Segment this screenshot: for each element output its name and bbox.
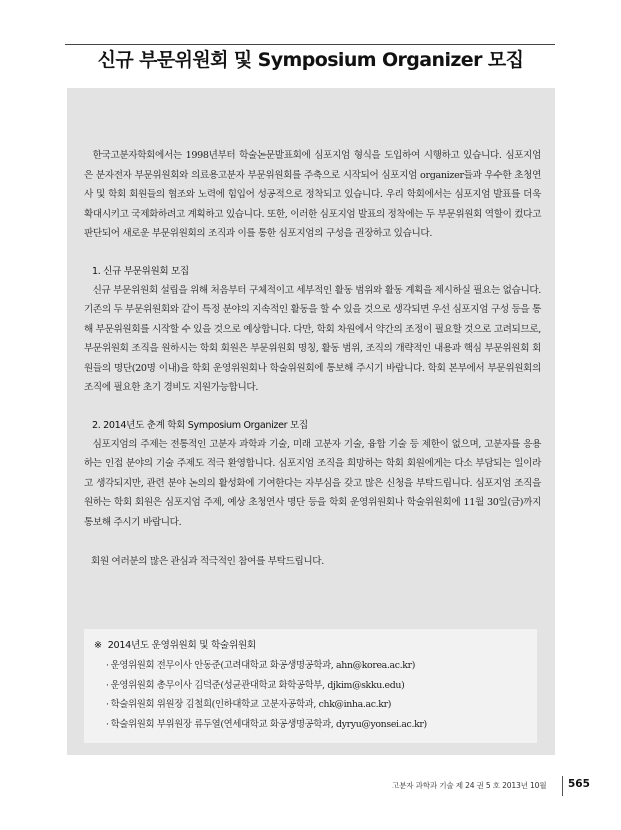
closing-paragraph: 회원 여러분의 많은 관심과 적극적인 참여를 부탁드립니다. <box>91 556 324 567</box>
bullet-icon: · <box>106 660 109 671</box>
bullet-icon: · <box>106 679 109 691</box>
page-footer <box>392 778 590 792</box>
contact-text: 운영위원회 총무이사 김덕준(성균관대학교 화학공학부, djkim@skku.edu) <box>110 679 405 691</box>
notice-heading-text: 2014년도 운영위원회 및 학술위원회 <box>107 640 256 651</box>
notice-heading <box>94 637 537 655</box>
contact-item <box>106 695 537 715</box>
footer-divider <box>562 776 563 796</box>
announcement-body <box>84 146 541 571</box>
top-rule <box>65 44 555 45</box>
intro-paragraph: 한국고분자학회에서는 1998년부터 학술논문발표회에 심포지엄 형식을 도입하여 시행하고 있습니다. 심포지엄은 분자전자 부문위원회와 의료용고분자 부문위원회를 주축으로 시작되어 심포지엄 organizer들과 우수한 초청연사 및 학회 회원들의 협조와 노력에 힘입어 성공적으로 정착되고 있습니다. 우리 학회에서는 심포지엄 발표를 더욱 확대시키고 국제화하려고 계획하고 있습니다. 또한, 이러한 심포지엄 발표의 정착에는 두 부문위원회 역할이 컸다고 판단되어 새로운 부문위원회의 조직과 이를 통한 심포지엄의 구성을 권장하고 있습니다. <box>84 150 541 239</box>
section1-heading: 1. 신규 부문위원회 모집 <box>92 265 189 277</box>
contact-notice-box <box>84 629 537 743</box>
contact-text: 운영위원회 전무이사 안동준(고려대학교 화공생명공학과, ahn@korea.ac.kr) <box>110 660 416 671</box>
contact-list <box>94 656 537 734</box>
page-number: 565 <box>568 778 590 790</box>
contact-item <box>106 676 537 696</box>
reference-mark-icon: ※ <box>94 640 102 651</box>
journal-info: 고분자 과학과 기술 제 24 권 5 호 2013년 10월 <box>392 781 547 790</box>
section2-body: 심포지엄의 주제는 전통적인 고분자 과학과 기술, 미래 고분자 기술, 융합 기술 등 제한이 없으며, 고분자를 응용하는 인접 분야의 기술 주제도 적극 환영합니다. 심포지엄 조직을 희망하는 학회 회원에게는 다소 부담되는 일이라고 생각되지만, 관련 분야 논의의 활성화에 기여한다는 자부심을 갖고 많은 신청을 부탁드립니다. 심포지엄 조직을 원하는 학회 회원은 심포지엄 주제, 예상 초청연사 명단 등을 학회 운영위원회나 학술위원회에 11월 30일(금)까지 통보해 주시기 바랍니다. <box>84 438 541 528</box>
contact-text: 학술위원회 부위원장 류두열(연세대학교 화공생명공학과, dyryu@yonsei.ac.kr) <box>110 718 427 730</box>
section1-body: 신규 부문위원회 설립을 위해 처음부터 구체적이고 세부적인 활동 범위와 활동 계획을 제시하실 필요는 없습니다. 기존의 두 부문위원회와 같이 특정 분야의 지속적인 활동을 할 수 있을 것으로 생각되면 우선 심포지엄 구성 등을 통해 부문위원회를 시작할 수 있을 것으로 예상합니다. 다만, 학회 차원에서 약간의 조정이 필요할 것으로 고려되므로, 부문위원회 조직을 원하시는 학회 회원은 부문위원회 명칭, 활동 범위, 조직의 개략적인 내용과 핵심 부문위원회 회원들의 명단(20명 이내)을 학회 운영위원회나 학술위원회에 통보해 주시기 바랍니다. 학회 본부에서 부문위원회의 조직에 필요한 초기 경비도 지원가능합니다. <box>84 284 541 393</box>
contact-text: 학술위원회 위원장 김철희(인하대학교 고분자공학과, chk@inha.ac.kr) <box>110 699 392 710</box>
page-title: 신규 부문위원회 및 Symposium Organizer 모집 <box>97 49 524 71</box>
bullet-icon: · <box>106 718 109 730</box>
contact-item <box>106 656 537 676</box>
contact-item <box>106 715 537 735</box>
bullet-icon: · <box>106 699 109 710</box>
section2-heading: 2. 2014년도 춘계 학회 Symposium Organizer 모집 <box>92 419 308 431</box>
announcement-panel <box>67 88 555 755</box>
